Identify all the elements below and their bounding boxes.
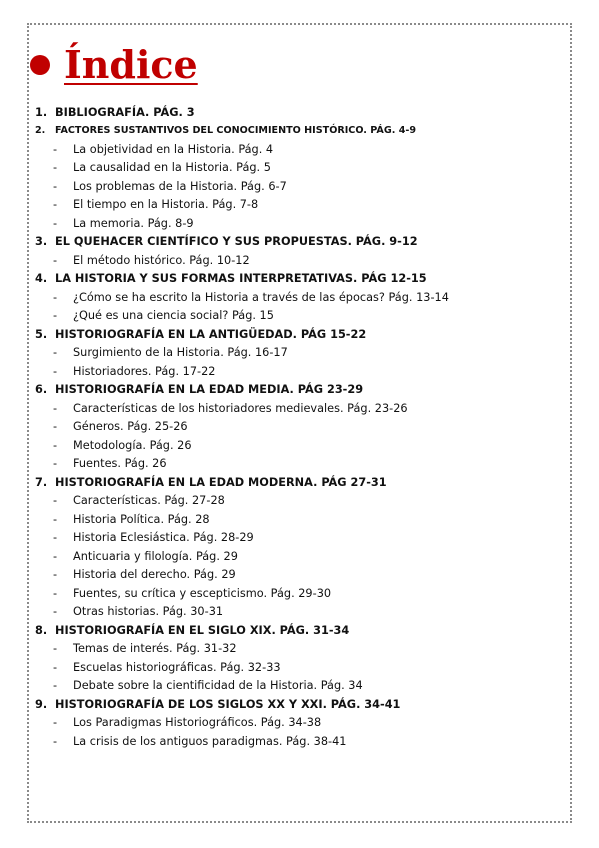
subitem-text: Historia del derecho. Pág. 29: [73, 568, 236, 582]
section-title: BIBLIOGRAFÍA. PÁG. 3: [55, 105, 195, 119]
section-title: FACTORES SUSTANTIVOS DEL CONOCIMIENTO HISTÓRICO. PÁG. 4-9: [55, 125, 417, 137]
dash-marker: -: [53, 401, 58, 415]
toc-subitem: [35, 436, 565, 455]
toc-subitem: [35, 455, 565, 474]
section-number: 7.: [35, 475, 48, 489]
dash-marker: -: [53, 716, 58, 730]
dash-marker: -: [53, 734, 58, 748]
bullet-icon: [30, 55, 50, 75]
subitem-text: Surgimiento de la Historia. Pág. 16-17: [73, 346, 288, 360]
section-title: HISTORIOGRAFÍA EN LA EDAD MEDIA. PÁG 23-29: [55, 383, 364, 397]
dash-marker: -: [53, 660, 58, 674]
subitem-text: Los problemas de la Historia. Pág. 6-7: [73, 179, 287, 193]
subitem-text: La objetividad en la Historia. Pág. 4: [73, 142, 274, 156]
section-title: LA HISTORIA Y SUS FORMAS INTERPRETATIVAS. PÁG 12-15: [55, 272, 427, 286]
dash-marker: -: [53, 512, 58, 526]
subitem-text: Historia Política. Pág. 28: [73, 512, 210, 526]
toc-subitem: [35, 362, 565, 381]
subitem-text: La causalidad en la Historia. Pág. 5: [73, 161, 271, 175]
dash-marker: -: [53, 309, 58, 323]
dash-marker: -: [53, 179, 58, 193]
dash-marker: -: [53, 568, 58, 582]
toc-subitem: [35, 492, 565, 511]
toc-section: [35, 233, 565, 252]
section-title: EL QUEHACER CIENTÍFICO Y SUS PROPUESTAS. PÁG. 9-12: [55, 235, 418, 249]
section-number: 9.: [35, 697, 48, 711]
toc-subitem: [35, 140, 565, 159]
subitem-text: Características de los historiadores medievales. Pág. 23-26: [73, 401, 408, 415]
dash-marker: -: [53, 531, 58, 545]
toc-section: [35, 270, 565, 289]
toc-section: [35, 621, 565, 640]
page-title: Índice: [64, 42, 198, 87]
toc-subitem: [35, 529, 565, 548]
subitem-text: El método histórico. Pág. 10-12: [73, 253, 250, 267]
toc-subitem: [35, 196, 565, 215]
subitem-text: Los Paradigmas Historiográficos. Pág. 34-38: [73, 716, 322, 730]
subitem-text: El tiempo en la Historia. Pág. 7-8: [73, 198, 259, 212]
subitem-text: Características. Pág. 27-28: [73, 494, 225, 508]
toc-subitem: [35, 547, 565, 566]
toc-subitem: [35, 288, 565, 307]
toc-subitem: [35, 214, 565, 233]
subitem-text: La memoria. Pág. 8-9: [73, 216, 194, 230]
toc-subitem: [35, 177, 565, 196]
subitem-text: Fuentes, su crítica y escepticismo. Pág. 29-30: [73, 586, 332, 600]
dash-marker: -: [53, 290, 58, 304]
toc-subitem: [35, 677, 565, 696]
section-title: HISTORIOGRAFÍA EN EL SIGLO XIX. PÁG. 31-34: [55, 623, 350, 637]
dash-marker: -: [53, 642, 58, 656]
dash-marker: -: [53, 364, 58, 378]
section-title: HISTORIOGRAFÍA DE LOS SIGLOS XX Y XXI. PÁG. 34-41: [55, 697, 401, 711]
dash-marker: -: [53, 438, 58, 452]
section-title: HISTORIOGRAFÍA EN LA EDAD MODERNA. PÁG 27-31: [55, 475, 387, 489]
dash-marker: -: [53, 253, 58, 267]
toc-subitem: [35, 640, 565, 659]
toc-subitem: [35, 418, 565, 437]
subitem-text: ¿Cómo se ha escrito la Historia a través de las épocas? Pág. 13-14: [73, 290, 449, 304]
section-number: 4.: [35, 272, 48, 286]
dash-marker: -: [53, 605, 58, 619]
toc-section: [35, 381, 565, 400]
dash-marker: -: [53, 586, 58, 600]
subitem-text: Otras historias. Pág. 30-31: [73, 605, 224, 619]
subitem-text: Temas de interés. Pág. 31-32: [73, 642, 237, 656]
toc-subitem: [35, 399, 565, 418]
subitem-text: Escuelas historiográficas. Pág. 32-33: [73, 660, 281, 674]
toc-subitem: [35, 732, 565, 751]
toc-subitem: [35, 603, 565, 622]
subitem-text: Géneros. Pág. 25-26: [73, 420, 188, 434]
subitem-text: Metodología. Pág. 26: [73, 438, 192, 452]
toc-subitem: [35, 251, 565, 270]
dash-marker: -: [53, 420, 58, 434]
dash-marker: -: [53, 142, 58, 156]
toc-section: [35, 325, 565, 344]
toc-section: [35, 103, 565, 122]
toc-subitem: [35, 714, 565, 733]
table-of-contents: [35, 103, 565, 751]
toc-section: [35, 695, 565, 714]
section-number: 3.: [35, 235, 48, 249]
dash-marker: -: [53, 494, 58, 508]
toc-subitem: [35, 159, 565, 178]
subitem-text: Debate sobre la cientificidad de la Historia. Pág. 34: [73, 679, 363, 693]
section-number: 2.: [35, 125, 46, 137]
dash-marker: -: [53, 216, 58, 230]
dash-marker: -: [53, 346, 58, 360]
subitem-text: Historia Eclesiástica. Pág. 28-29: [73, 531, 254, 545]
section-number: 6.: [35, 383, 48, 397]
toc-section: [35, 473, 565, 492]
toc-subitem: [35, 566, 565, 585]
toc-subitem: [35, 344, 565, 363]
dash-marker: -: [53, 198, 58, 212]
dash-marker: -: [53, 161, 58, 175]
subitem-text: La crisis de los antiguos paradigmas. Pág. 38-41: [73, 734, 347, 748]
toc-subitem: [35, 658, 565, 677]
section-number: 5.: [35, 327, 48, 341]
title-row: [30, 42, 198, 87]
section-number: 1.: [35, 105, 48, 119]
dash-marker: -: [53, 457, 58, 471]
toc-subitem: [35, 584, 565, 603]
toc-section: [35, 122, 565, 141]
dash-marker: -: [53, 679, 58, 693]
dash-marker: -: [53, 549, 58, 563]
subitem-text: Fuentes. Pág. 26: [73, 457, 167, 471]
subitem-text: Anticuaria y filología. Pág. 29: [73, 549, 238, 563]
subitem-text: Historiadores. Pág. 17-22: [73, 364, 216, 378]
subitem-text: ¿Qué es una ciencia social? Pág. 15: [73, 309, 274, 323]
toc-subitem: [35, 510, 565, 529]
section-title: HISTORIOGRAFÍA EN LA ANTIGÜEDAD. PÁG 15-22: [55, 327, 367, 341]
toc-subitem: [35, 307, 565, 326]
section-number: 8.: [35, 623, 48, 637]
